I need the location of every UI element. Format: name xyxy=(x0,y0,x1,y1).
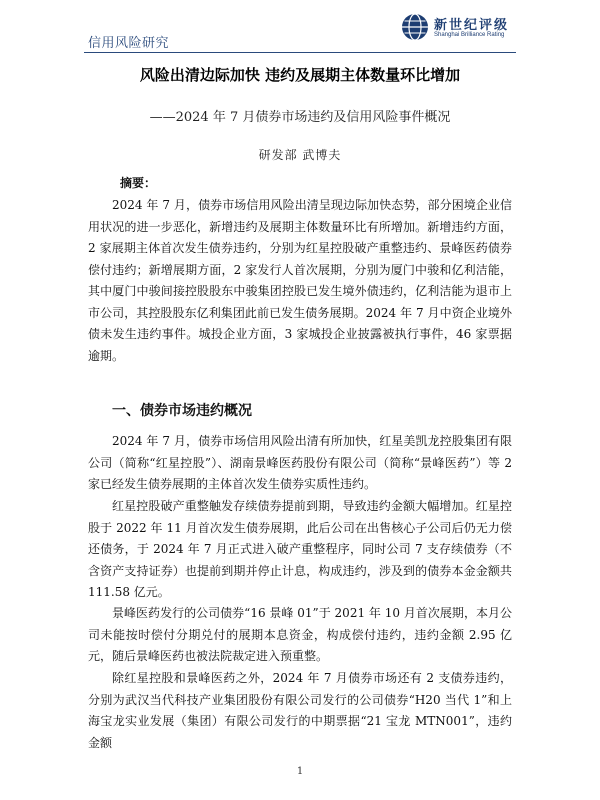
section-paragraph-3: 景峰医药发行的公司债券“16 景峰 01”于 2021 年 10 月首次展期，本月公司未能按时偿付分期兑付的展期本息资金，构成偿付违约，违约金额 2.95 亿元，随后景峰医药也被法院裁定进入预重整。 xyxy=(88,606,512,663)
logo-english-name: Shanghai Brilliance Rating xyxy=(434,32,505,38)
series-title: 信用风险研究 xyxy=(88,36,170,51)
page-header xyxy=(0,0,600,56)
author-line: 研发部 武博夫 xyxy=(258,148,342,162)
logo-chinese-name: 新世纪评级 xyxy=(434,18,510,33)
page-number: 1 xyxy=(296,766,304,777)
section-paragraph-4: 除红星控股和景峰医药之外，2024 年 7 月债券市场还有 2 支债券违约，分别为武汉当代科技产业集团股份有限公司发行的公司债券“H20 当代 1”和上海宝龙实业发展（集团）有限公司发行的中期票据“21 宝龙 MTN001”，违约金额 xyxy=(88,671,512,750)
section-paragraph-2: 红星控股破产重整触发存续债券提前到期，导致违约金额大幅增加。红星控股于 2022 年 11 月首次发生债券展期，此后公司在出售核心子公司后仍无力偿还债务，于 2024 年 7 月正式进入破产重整程序，同时公司 7 支存续债券（不含资产支持证券）也提前到期并停止计息，构成违约，涉及到的债券本金金额共 111.58 亿元。 xyxy=(88,499,512,599)
brand-logo xyxy=(400,12,518,46)
abstract-label: 摘要： xyxy=(120,176,157,190)
section-paragraph-1: 2024 年 7 月，债券市场信用风险出清有所加快，红星美凯龙控股集团有限公司（简称“红星控股”）、湖南景峰医药股份有限公司（简称“景峰医药”）等 2 家已经发生债券展期的主体首次发生债券实质性违约。 xyxy=(88,434,512,491)
header-divider xyxy=(84,52,516,53)
document-title: 风险出清边际加快 违约及展期主体数量环比增加 xyxy=(139,66,461,84)
abstract-paragraph: 2024 年 7 月，债券市场信用风险出清呈现边际加快态势，部分困境企业信用状况的进一步恶化，新增违约及展期主体数量环比有所增加。新增违约方面，2 家展期主体首次发生债券违约，分别为红星控股破产重整违约、景峰医药债券偿付违约；新增展期方面，2 家发行人首次展期，分别为厦门中骏和亿利洁能，其中厦门中骏间接控股股东中骏集团控股已发生境外债违约，亿利洁能为退市上市公司，其控股股东亿利集团此前已发生债务展期。2024 年 7 月中资企业境外债未发生违约事件。城投企业方面，3 家城投企业披露被执行事件，46 家票据逾期。 xyxy=(88,198,512,363)
document-subtitle: ——2024 年 7 月债券市场违约及信用风险事件概况 xyxy=(149,110,451,125)
globe-logo-icon xyxy=(400,12,430,42)
section-heading: 一、债券市场违约概况 xyxy=(112,403,252,419)
